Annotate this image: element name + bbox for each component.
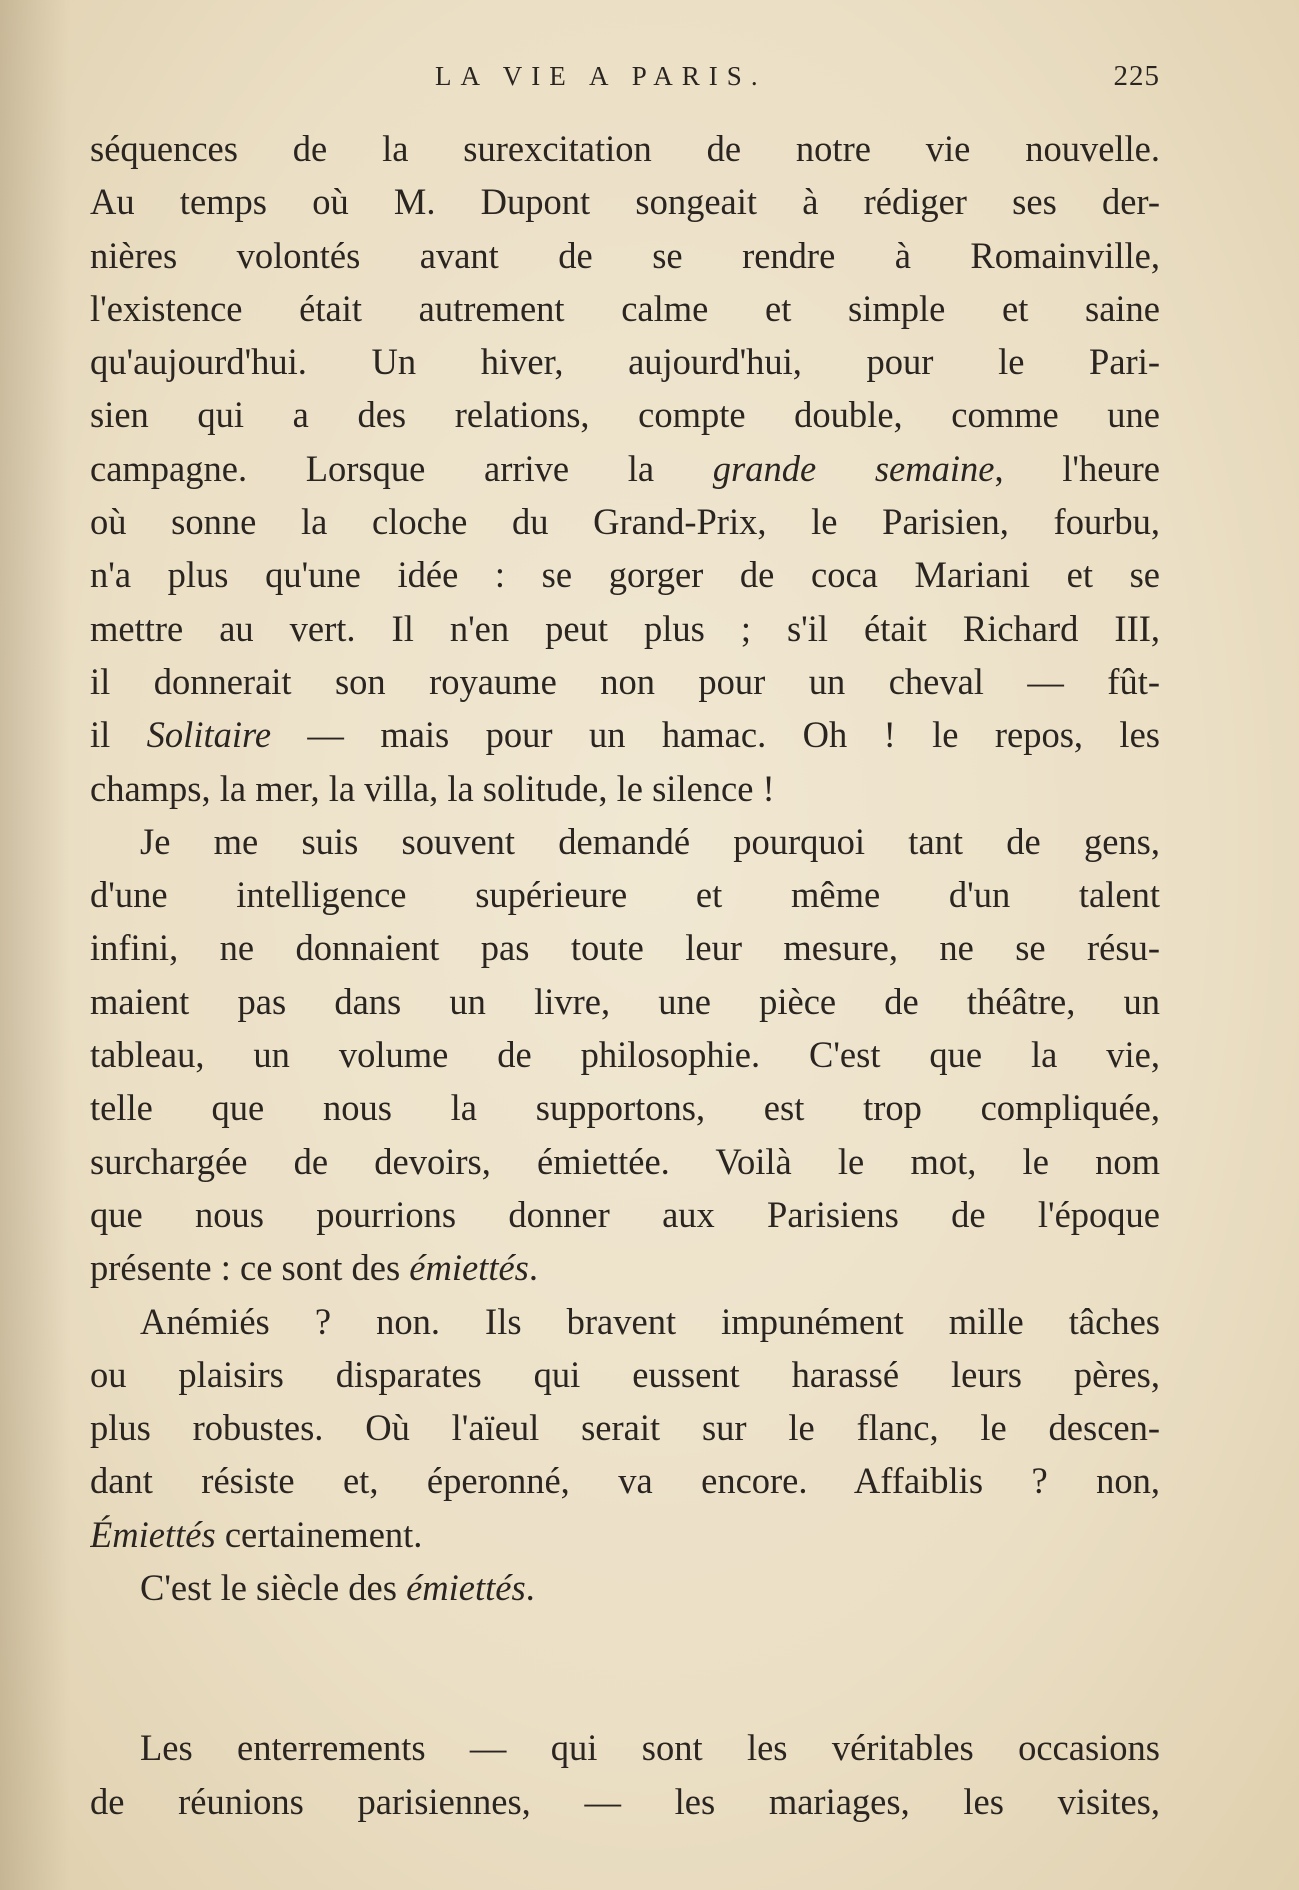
text-line: l'existence était autrement calme et simple et saine [90, 287, 1160, 329]
text-line: telle que nous la supportons, est trop compliquée, [90, 1087, 1160, 1129]
text-line: champs, la mer, la villa, la solitude, le silence ! [90, 767, 775, 809]
italic-phrase: émiettés [409, 1247, 529, 1289]
text-line: Au temps où M. Dupont songeait à rédiger ses der- [90, 181, 1160, 223]
text-line: il Solitaire — mais pour un hamac. Oh ! le repos, les [90, 714, 1160, 756]
text-line: que nous pourrions donner aux Parisiens de l'époque [90, 1193, 1160, 1235]
text-line: il donnerait son royaume non pour un cheval — fût- [90, 660, 1160, 702]
italic-phrase: Émiettés [90, 1513, 216, 1555]
text-line: d'une intelligence supérieure et même d'un talent [90, 874, 1160, 916]
text-line: séquences de la surexcitation de notre vie nouvelle. [90, 128, 1160, 169]
text-line: Anémiés ? non. Ils bravent impunément mille tâches [140, 1300, 1160, 1342]
running-title: LA VIE A PARIS. [435, 61, 767, 91]
body-text [90, 122, 1160, 1828]
binding-shadow [0, 0, 70, 1890]
text-line: surchargée de devoirs, émiettée. Voilà le mot, le nom [90, 1140, 1160, 1182]
text-line: campagne. Lorsque arrive la grande semaine, l'heure [90, 447, 1160, 489]
page-header [90, 56, 1160, 96]
text-line: n'a plus qu'une idée : se gorger de coca Mariani et se [90, 554, 1160, 596]
text-line: Je me suis souvent demandé pourquoi tant de gens, [140, 820, 1160, 862]
text-line: Les enterrements — qui sont les véritables occasions [140, 1727, 1160, 1769]
text-line: où sonne la cloche du Grand-Prix, le Parisien, fourbu, [90, 501, 1160, 543]
text-line: nières volontés avant de se rendre à Romainville, [90, 234, 1160, 276]
text-line: qu'aujourd'hui. Un hiver, aujourd'hui, pour le Pari- [90, 341, 1160, 383]
text-line: de réunions parisiennes, — les mariages, les visites, [90, 1780, 1160, 1822]
text-line: dant résiste et, éperonné, va encore. Affaiblis ? non, [90, 1460, 1160, 1502]
italic-phrase: émiettés [406, 1567, 526, 1609]
italic-phrase: grande semaine [712, 447, 995, 489]
italic-phrase: Solitaire [146, 714, 272, 756]
text-line: présente : ce sont des émiettés. [90, 1247, 538, 1289]
page-number: 225 [1113, 60, 1160, 92]
section-break [90, 1614, 1160, 1721]
text-line: plus robustes. Où l'aïeul serait sur le flanc, le descen- [90, 1407, 1160, 1449]
text-line: ou plaisirs disparates qui eussent harassé leurs pères, [90, 1353, 1160, 1395]
text-line: Émiettés certainement. [90, 1513, 423, 1555]
text-line: tableau, un volume de philosophie. C'est que la vie, [90, 1034, 1160, 1076]
text-line: C'est le siècle des émiettés. [140, 1567, 535, 1609]
text-line: mettre au vert. Il n'en peut plus ; s'il était Richard III, [90, 607, 1160, 649]
text-line: sien qui a des relations, compte double, comme une [90, 394, 1160, 436]
text-line: maient pas dans un livre, une pièce de théâtre, un [90, 980, 1160, 1022]
text-line: infini, ne donnaient pas toute leur mesure, ne se résu- [90, 927, 1160, 969]
